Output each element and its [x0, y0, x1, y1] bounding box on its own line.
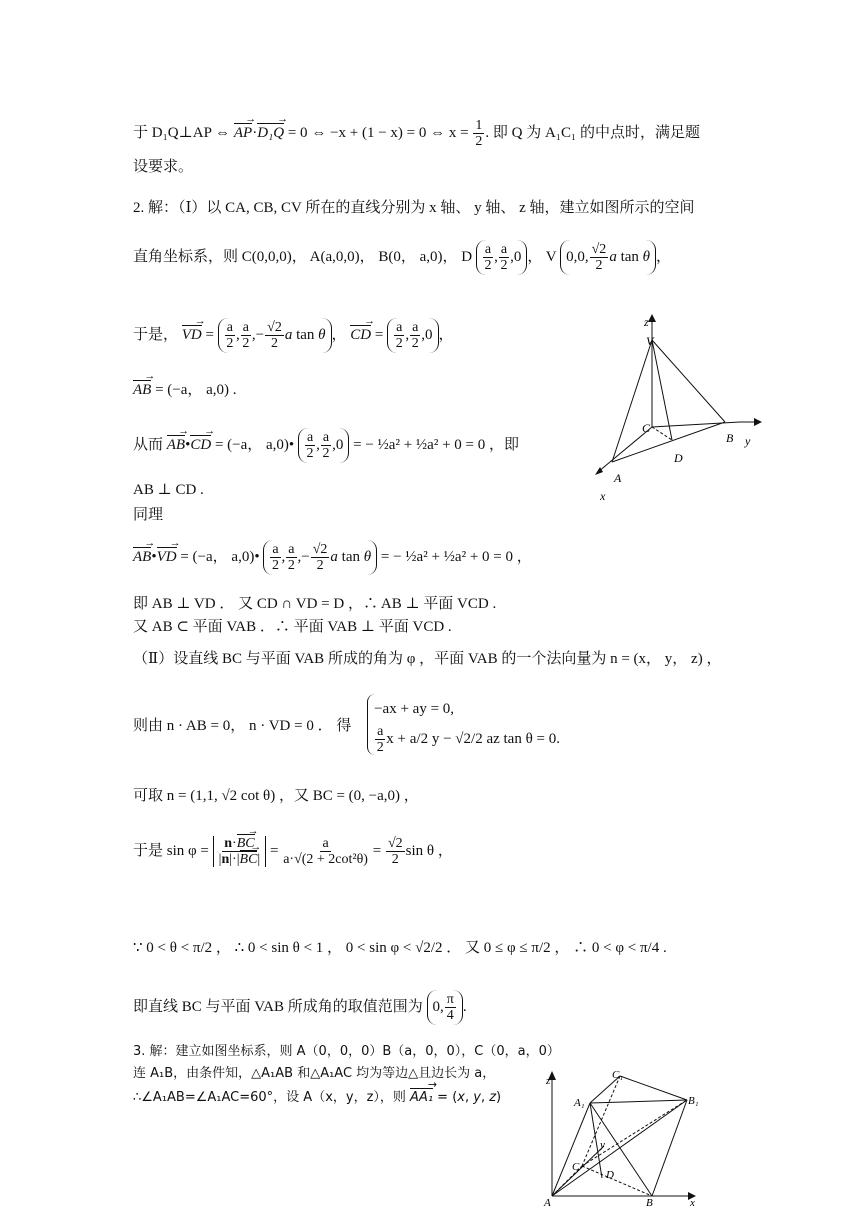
- p2-part2: （Ⅱ）设直线 BC 与平面 VAB 所成的角为 φ ，平面 VAB 的一个法向量为 n = (x， y， z) ，: [133, 651, 722, 667]
- fig2-label-a: A: [544, 1197, 551, 1208]
- p2-sin: 于是 sin φ = $\frac{n\cdot BC \to}{|n|\cdot|BC \to|}$ = $\frac{a}{\text{a·√(2 + 2cot²θ)}}$ = $\frac{√2}{2}$ sin θ ，: [133, 836, 453, 867]
- fig1-label-a: A: [614, 471, 622, 485]
- prism-figure: [542, 1068, 712, 1208]
- tetrahedron-figure: [590, 312, 770, 502]
- p2-then: 于是， VD → = $\frac{a}{2}$ , $\frac{a}{2}$ ,− $\frac{√2}{2}$ a tan θ ， CD → = $\frac{a}{2}$ , $\frac{a}{2}$ ,0 ，: [133, 318, 454, 353]
- fig1-label-y: y: [745, 434, 751, 448]
- p2-from: 则由 n · AB = 0， n · VD = 0 ． 得 −ax + ay = 0, $\frac{a}{2}$ x + a/2 y − √2/2 az tan θ = 0.: [133, 694, 560, 755]
- p2-dot1: 从而 AB →•CD → = (−a， a,0)• $\frac{a}{2}$ , $\frac{a}{2}$ ,0 = − ½a² + ½a² + 0 = 0 ，即: [133, 428, 519, 463]
- p3-line1: 3. 解：建立如图坐标系，则 A（0，0，0）B（a，0，0），C（0，a，0）: [133, 1044, 560, 1059]
- fig1-label-d: D: [674, 451, 683, 465]
- fig2-label-b1: B₁: [688, 1095, 699, 1107]
- p2-answer: 即直线 BC 与平面 VAB 所成角的取值范围为 0, $\frac{\pi}{4}$ .: [133, 992, 467, 1023]
- fig1-label-b: B: [726, 431, 734, 445]
- fig2-label-c1: C₁: [612, 1069, 624, 1081]
- fig2-label-y: y: [600, 1139, 605, 1151]
- fig2-label-b: B: [646, 1197, 653, 1208]
- fig1-label-v: V: [646, 334, 654, 348]
- p2-concl1: 即 AB ⊥ VD ． 又 CD ∩ VD = D ，∴ AB ⊥ 平面 VCD .: [133, 596, 497, 612]
- p2-ab: AB → = (−a， a,0) .: [133, 378, 237, 399]
- p2-heading: 2. 解：（Ⅰ）以 CA, CB, CV 所在的直线分别为 x 轴、 y 轴、 z 轴，建立如图所示的空间: [133, 200, 695, 216]
- fig2-label-x: x: [690, 1197, 695, 1208]
- p2-coords: 直角坐标系，则 C(0,0,0)， A(a,0,0)， B(0， a,0)， D $\frac{a}{2}$ , $\frac{a}{2}$ ,0 ， V 0,0, $\frac{√2}{2}$ a tan θ ，: [133, 242, 672, 273]
- fig2-label-z: z: [546, 1075, 551, 1087]
- fig1-label-z: z: [644, 315, 649, 329]
- fig2-label-c: C: [572, 1161, 580, 1173]
- p3-line2: 连 A₁B，由条件知，△A₁AB 和△A₁AC 均为等边△且边长为 a，: [133, 1066, 496, 1081]
- p2-take: 可取 n = (1,1, √2 cot θ) ，又 BC = (0, −a,0) ，: [133, 788, 419, 804]
- p2-similarly: 同理: [133, 507, 164, 523]
- fig1-label-x: x: [600, 489, 606, 502]
- p1-line1: 于 D₁Q⊥AP ⇔ AP →·D₁Q → = 0 ⇔ −x + (1 − x) = 0 ⇔ x = $\frac{1}{2}$ . 即 Q 为 A₁C₁ 的中点时，满足题: [133, 118, 700, 149]
- p2-concl2: 又 AB ⊂ 平面 VAB ．∴ 平面 VAB ⊥ 平面 VCD .: [133, 619, 452, 635]
- fig2-label-a1: A₁: [574, 1097, 585, 1109]
- p2-range: ∵ 0 < θ < π/2 ， ∴ 0 < sin θ < 1 ， 0 < sin φ < √2/2 ． 又 0 ≤ φ ≤ π/2 ， ∴ 0 < φ < π/4 .: [133, 940, 667, 956]
- p2-dot2: AB →•VD → = (−a， a,0)• $\frac{a}{2}$ , $\frac{a}{2}$ ,− $\frac{√2}{2}$ a tan θ = − ½a² + ½a² + 0 = 0 ，: [133, 540, 532, 575]
- p2-perp1: AB ⊥ CD .: [133, 482, 204, 498]
- p3-line3: ∴∠A₁AB=∠A₁AC=60°，设 A（x，y，z），则 AA₁ → = (x, y, z): [133, 1086, 501, 1105]
- fig1-label-c: C: [642, 421, 651, 435]
- p1-line2: 设要求。: [133, 159, 194, 175]
- fig2-label-d: D: [606, 1169, 614, 1181]
